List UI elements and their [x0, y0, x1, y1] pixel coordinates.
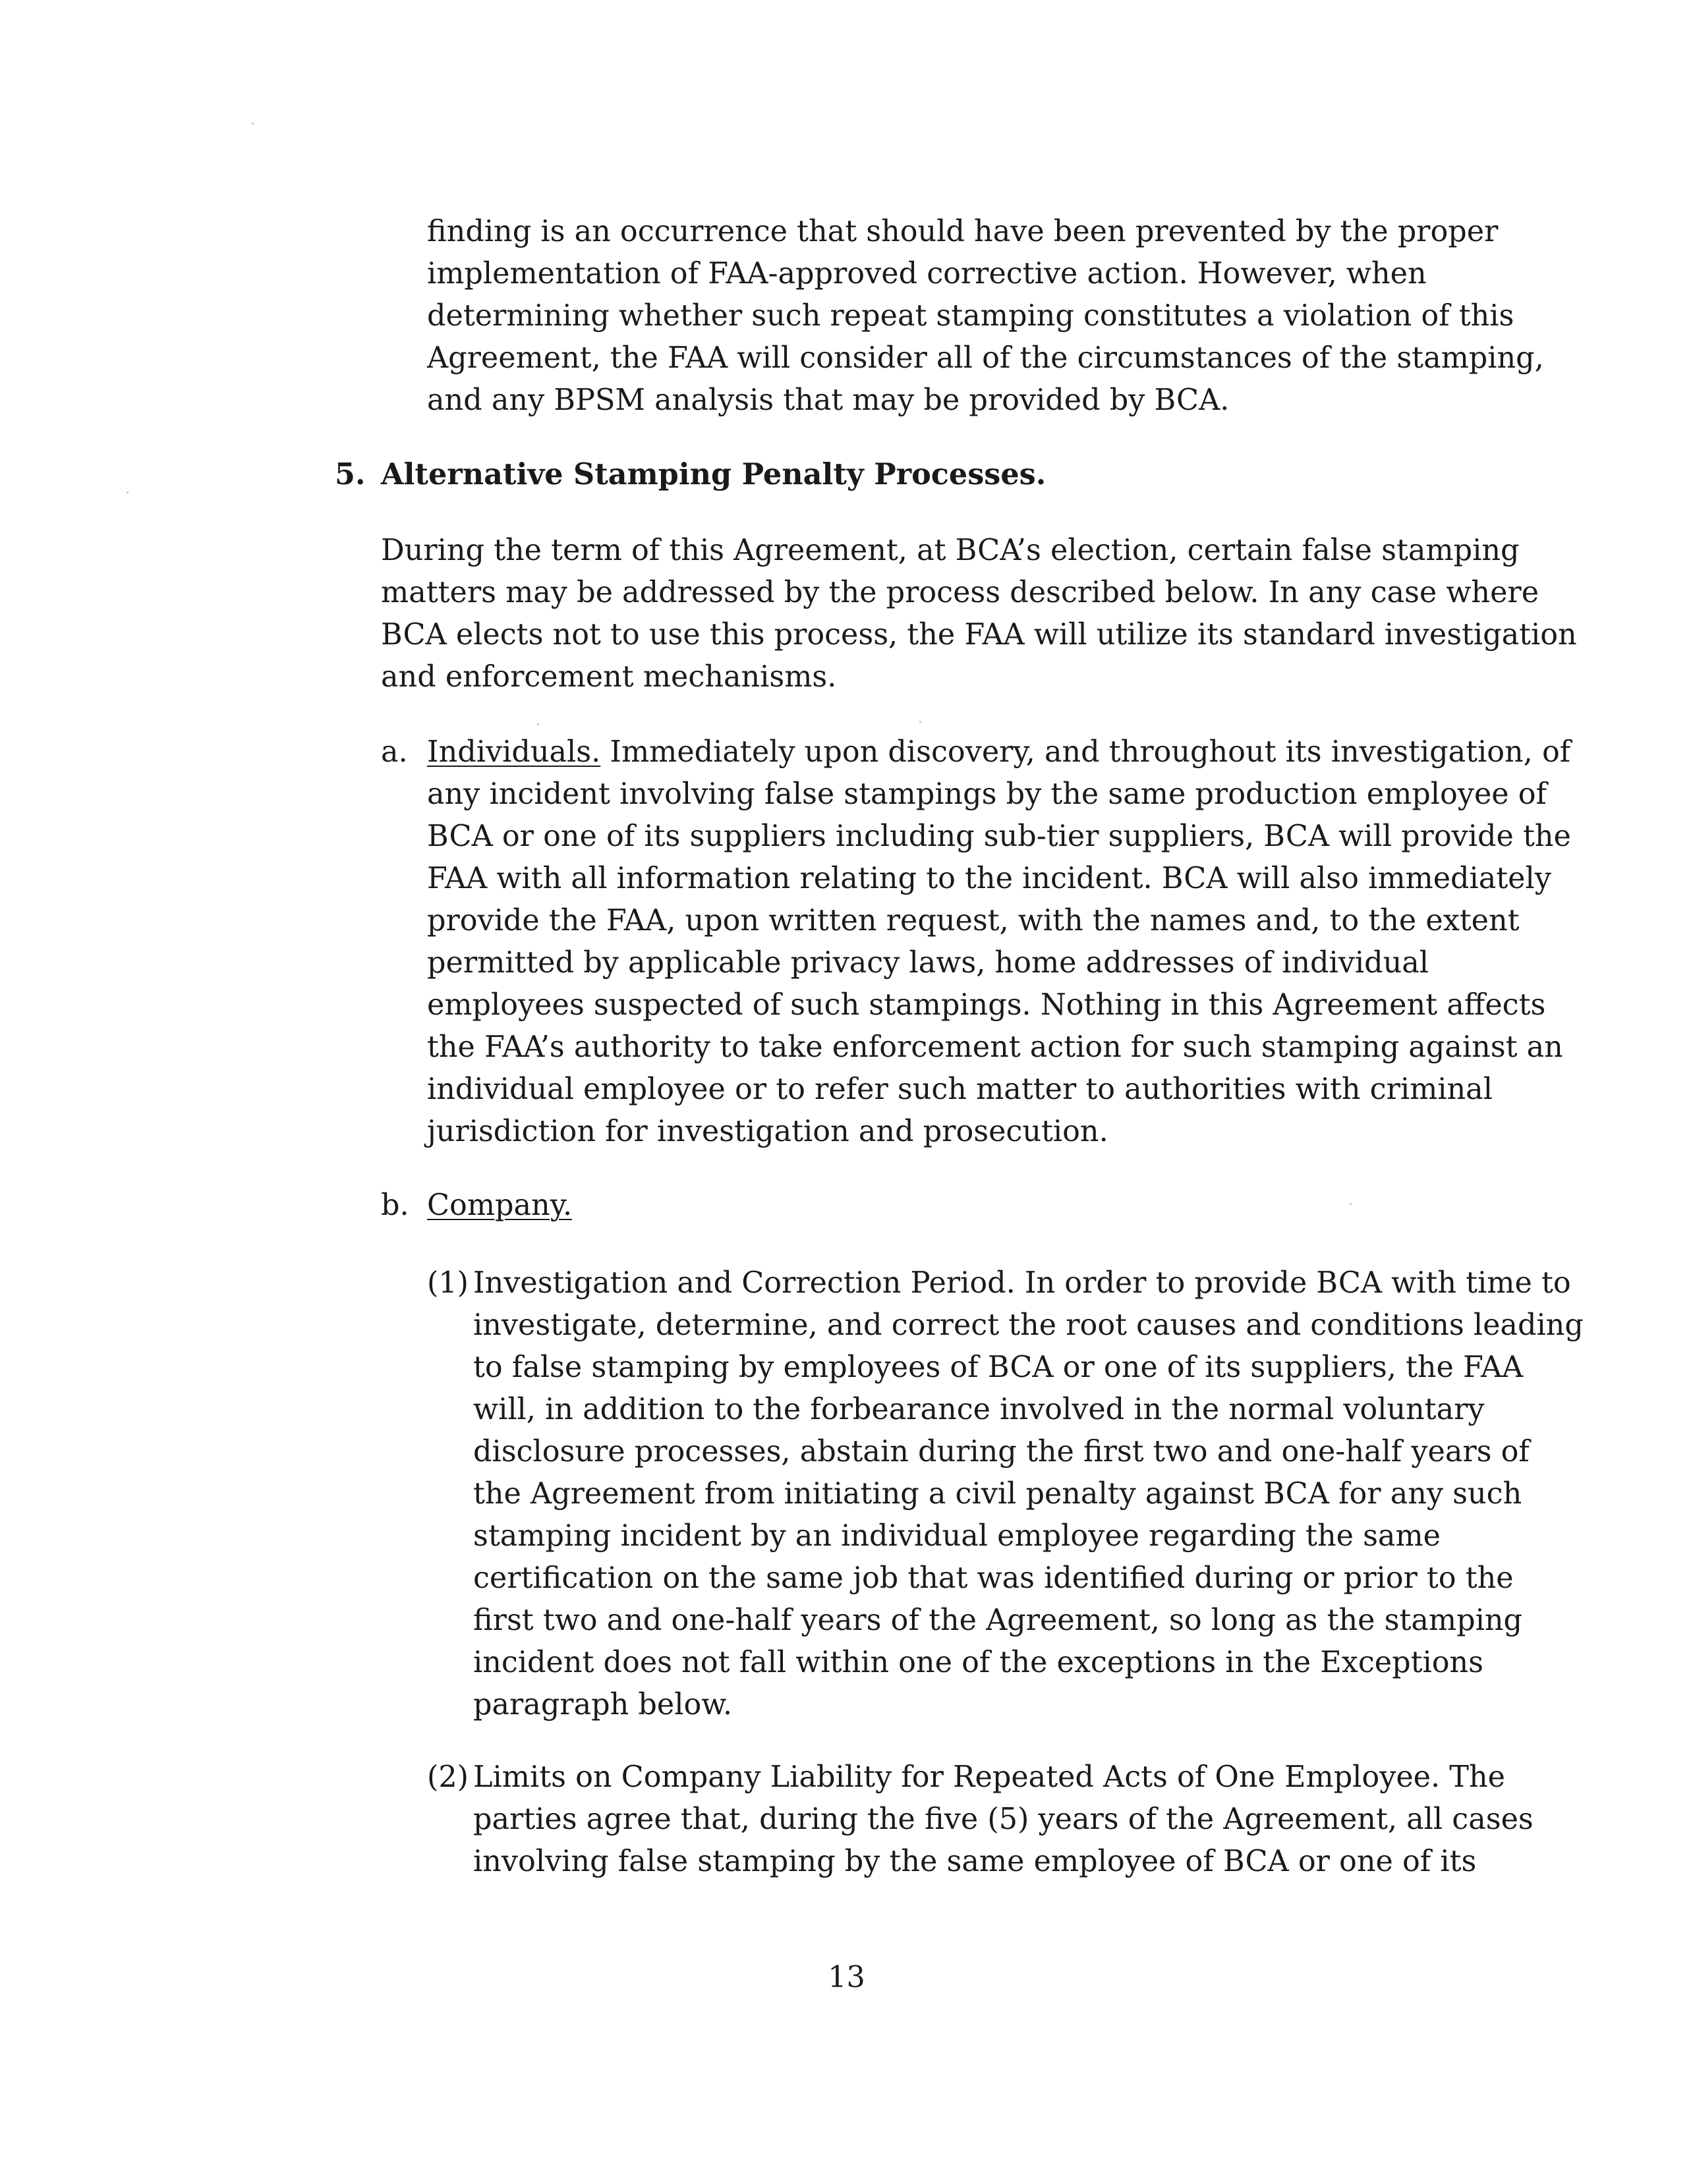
- sub1-paragraph: [473, 1262, 1584, 1726]
- paragraph-line: and any BPSM analysis that may be provided by BCA.: [427, 383, 1230, 417]
- scan-speck: [127, 491, 129, 493]
- section-number: 5.: [335, 457, 366, 491]
- item-a-paragraph: [427, 731, 1571, 1153]
- paragraph-line: individual employee or to refer such matter to authorities with criminal: [427, 1073, 1493, 1106]
- paragraph-line: matters may be addressed by the process described below. In any case where: [381, 576, 1539, 609]
- paragraph-line: permitted by applicable privacy laws, home addresses of individual: [427, 946, 1429, 980]
- item-a-first-line: Immediately upon discovery, and throughout its investigation, of: [600, 735, 1571, 769]
- paragraph-line: Agreement, the FAA will consider all of the circumstances of the stamping,: [427, 341, 1544, 375]
- sub2-paragraph: [473, 1756, 1534, 1883]
- list-marker-a: a.: [381, 735, 408, 769]
- paragraph-line: disclosure processes, abstain during the first two and one-half years of: [473, 1435, 1530, 1469]
- paragraph-line: [427, 731, 1571, 773]
- section-intro-paragraph: [381, 530, 1577, 698]
- paragraph-line: parties agree that, during the five (5) years of the Agreement, all cases: [473, 1803, 1534, 1836]
- paragraph-line: During the term of this Agreement, at BCA’s election, certain false stamping: [381, 534, 1520, 567]
- paragraph-line: jurisdiction for investigation and prosecution.: [427, 1115, 1108, 1148]
- continuation-paragraph: [427, 211, 1544, 422]
- paragraph-line: finding is an occurrence that should have been prevented by the proper: [427, 215, 1499, 248]
- scan-speck: [1350, 1203, 1352, 1205]
- paragraph-line: the Agreement from initiating a civil penalty against BCA for any such: [473, 1477, 1522, 1511]
- paragraph-line: FAA with all information relating to the incident. BCA will also immediately: [427, 862, 1551, 895]
- sub-marker-2: (2): [427, 1760, 469, 1794]
- paragraph-line: involving false stamping by the same employee of BCA or one of its: [473, 1845, 1477, 1878]
- paragraph-line: determining whether such repeat stamping constitutes a violation of this: [427, 299, 1514, 333]
- section-title: Alternative Stamping Penalty Processes.: [381, 457, 1047, 491]
- paragraph-line: stamping incident by an individual employee regarding the same: [473, 1519, 1441, 1553]
- paragraph-line: Limits on Company Liability for Repeated Acts of One Employee. The: [473, 1760, 1505, 1794]
- paragraph-line: employees suspected of such stampings. Nothing in this Agreement affects: [427, 988, 1546, 1022]
- paragraph-line: and enforcement mechanisms.: [381, 660, 837, 694]
- paragraph-line: incident does not fall within one of the exceptions in the Exceptions: [473, 1646, 1484, 1679]
- paragraph-line: BCA or one of its suppliers including sub-tier suppliers, BCA will provide the: [427, 820, 1571, 853]
- paragraph-line: the FAA’s authority to take enforcement action for such stamping against an: [427, 1030, 1563, 1064]
- paragraph-line: implementation of FAA-approved corrective action. However, when: [427, 257, 1427, 291]
- paragraph-line: any incident involving false stampings by the same production employee of: [427, 777, 1547, 811]
- sub-marker-1: (1): [427, 1266, 469, 1300]
- item-a-label: Individuals.: [427, 735, 601, 769]
- item-b-label: Company.: [427, 1189, 573, 1222]
- paragraph-line: provide the FAA, upon written request, with the names and, to the extent: [427, 904, 1520, 938]
- paragraph-line: first two and one-half years of the Agreement, so long as the stamping: [473, 1604, 1522, 1637]
- scan-speck: [919, 721, 921, 723]
- paragraph-line: will, in addition to the forbearance involved in the normal voluntary: [473, 1393, 1485, 1426]
- paragraph-line: BCA elects not to use this process, the FAA will utilize its standard investigation: [381, 618, 1577, 652]
- list-marker-b: b.: [381, 1189, 409, 1222]
- paragraph-line: Investigation and Correction Period. In order to provide BCA with time to: [473, 1266, 1571, 1300]
- scan-speck: [252, 123, 254, 125]
- paragraph-line: paragraph below.: [473, 1688, 733, 1722]
- scan-speck: [537, 723, 539, 725]
- paragraph-line: investigate, determine, and correct the root causes and conditions leading: [473, 1308, 1584, 1342]
- paragraph-line: certification on the same job that was identified during or prior to the: [473, 1561, 1514, 1595]
- paragraph-line: to false stamping by employees of BCA or one of its suppliers, the FAA: [473, 1351, 1524, 1384]
- page-number: 13: [828, 1961, 865, 1994]
